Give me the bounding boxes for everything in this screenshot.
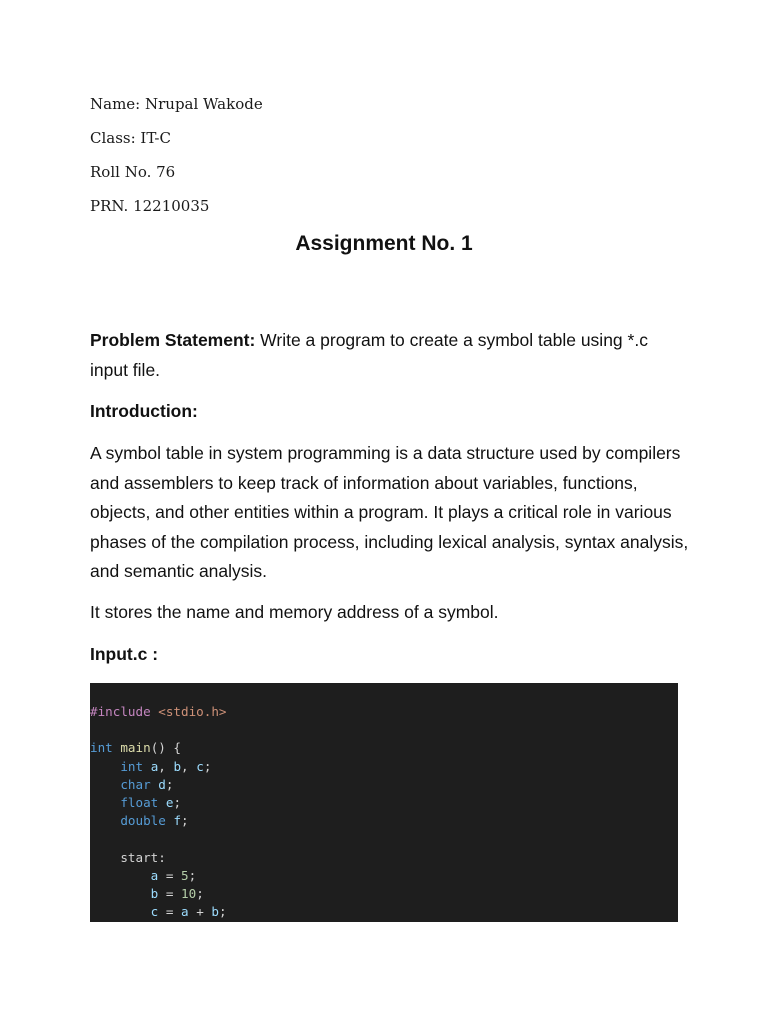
code-token: ,	[181, 758, 197, 774]
code-token	[90, 868, 151, 883]
code-line	[90, 758, 211, 776]
code-token: a	[150, 867, 159, 883]
code-line	[90, 885, 204, 903]
code-line	[90, 812, 189, 830]
code-token: ,	[158, 758, 174, 774]
code-token: b	[211, 904, 219, 920]
problem-statement-text: Write a program to create a symbol table using *.c input file.	[90, 330, 648, 380]
code-token: ;	[188, 867, 197, 883]
code-token: start:	[90, 849, 166, 865]
code-token: int	[90, 740, 113, 756]
code-token: ;	[218, 904, 227, 920]
code-token	[90, 795, 120, 810]
code-token	[143, 759, 151, 774]
code-token: <stdio.h>	[158, 704, 227, 719]
code-token: float	[120, 795, 159, 810]
code-token	[90, 904, 151, 919]
introduction-heading: Introduction:	[90, 401, 198, 421]
code-token: ;	[196, 886, 204, 901]
student-roll-number: Roll No. 76	[90, 163, 176, 181]
code-token	[90, 777, 120, 792]
code-token: 10	[181, 886, 197, 901]
code-token: =	[158, 867, 182, 883]
code-line	[90, 903, 227, 921]
code-token: c	[150, 904, 159, 920]
code-token: a	[150, 758, 159, 774]
code-token: ;	[203, 758, 212, 774]
input-file-heading: Input.c :	[90, 644, 159, 664]
code-line	[90, 739, 181, 757]
student-name: Name: Nrupal Wakode	[90, 95, 263, 113]
code-token: e	[165, 795, 174, 810]
code-token: a	[181, 904, 189, 920]
code-token: =	[158, 886, 182, 901]
code-line	[90, 867, 196, 885]
student-prn: PRN. 12210035	[90, 197, 210, 215]
code-line	[90, 794, 181, 812]
code-token: ;	[173, 795, 182, 810]
student-class: Class: IT-C	[90, 129, 171, 147]
code-token: b	[150, 886, 159, 901]
code-token	[90, 759, 120, 774]
code-token: #include	[90, 704, 151, 719]
code-token: 5	[181, 867, 189, 883]
symbol-table-summary: It stores the name and memory address of a symbol.	[90, 602, 499, 622]
code-line	[90, 849, 166, 867]
assignment-title: Assignment No. 1	[295, 232, 473, 255]
code-token: double	[120, 813, 166, 829]
problem-statement-label: Problem Statement:	[90, 330, 256, 350]
code-token	[158, 795, 166, 810]
code-line	[90, 776, 173, 794]
code-token: int	[120, 758, 144, 774]
code-token: +	[188, 904, 212, 920]
code-token: ;	[165, 776, 174, 792]
problem-statement	[90, 326, 690, 385]
code-token: char	[120, 776, 151, 792]
code-token: ;	[181, 813, 189, 829]
code-token: main	[120, 740, 151, 756]
code-token: c	[196, 758, 204, 774]
code-token: b	[173, 758, 182, 774]
code-line	[90, 703, 227, 721]
introduction-paragraph: A symbol table in system programming is a data structure used by compilers and assemblers to keep track of information about variables, functions, objects, and other entities within a program. It plays a critical role in various phases of the compilation process, including lexical analysis, syntax analysis, and semantic analysis.	[90, 443, 689, 581]
code-token: =	[158, 904, 182, 920]
code-token: f	[173, 813, 182, 829]
code-token	[90, 886, 151, 901]
code-token	[90, 813, 120, 828]
code-token: d	[158, 776, 166, 792]
code-token: () {	[150, 740, 182, 756]
code-snippet	[90, 683, 678, 922]
